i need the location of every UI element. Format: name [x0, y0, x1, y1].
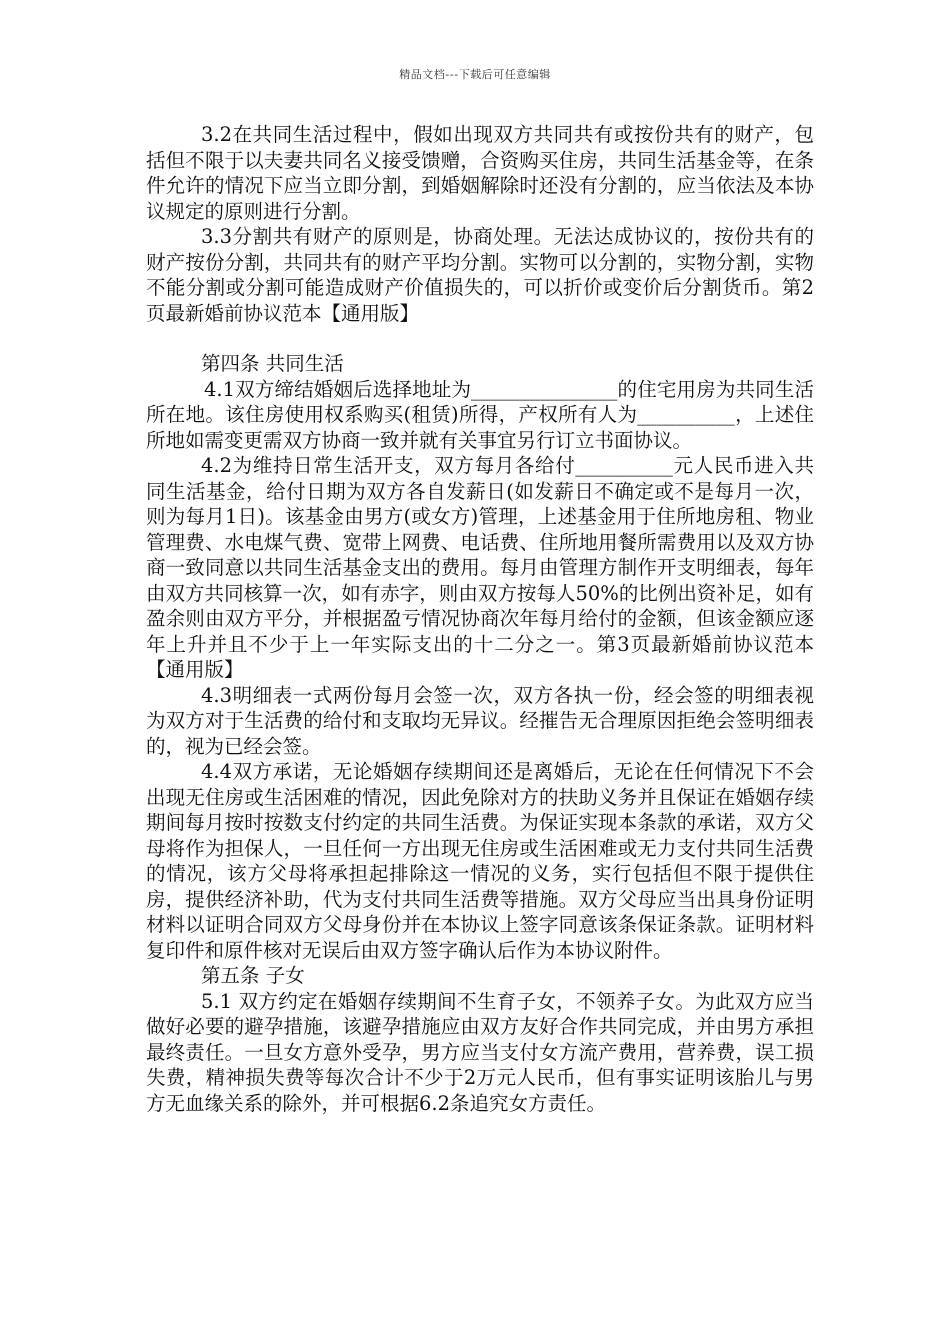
paragraph-5-1: 5.1 双方约定在婚姻存续期间不生育子女，不领养子女。为此双方应当做好必要的避孕措施，该避孕措施应由双方友好合作共同完成，并由男方承担最终责任。一旦女方意外受孕，男方应当支付女方流产费用，营养费，误工损失费，精神损失费等每次合计不少于2万元人民币，但有事实证明该胎儿与男方无血缘关系的除外，并可根据6.2条追究女方责任。	[146, 989, 814, 1115]
document-body	[146, 122, 814, 1116]
paragraph-4-1: 4.1双方缔结婚姻后选择地址为_______________的住宅用房为共同生活所在地。该住房使用权系购买(租赁)所得，产权所有人为__________，上述住所地如需变更需双方协商一致并就有关事宜另行订立书面协议。	[146, 377, 814, 452]
paragraph-3-2: 3.2在共同生活过程中，假如出现双方共同共有或按份共有的财产，包括但不限于以夫妻共同名义接受馈赠，合资购买住房，共同生活基金等，在条件允许的情况下应当立即分割，到婚姻解除时还没有分割的，应当依法及本协议规定的原则进行分割。	[146, 123, 814, 223]
paragraph-4-2: 4.2为维持日常生活开支，双方每月各给付__________元人民币进入共同生活基金，给付日期为双方各自发薪日(如发薪日不确定或不是每月一次，则为每月1日)。该基金由男方(或女方)管理，上述基金用于住所地房租、物业管理费、水电煤气费、宽带上网费、电话费、住所地用餐所需费用以及双方协商一致同意以共同生活基金支出的费用。每月由管理方制作开支明细表，每年由双方共同核算一次，如有赤字，则由双方按每人50%的比例出资补足，如有盈余则由双方平分，并根据盈亏情况协商次年每月给付的金额，但该金额应逐年上升并且不少于上一年实际支出的十二分之一。第3页最新婚前协议范本【通用版】	[146, 454, 814, 681]
paragraph-4-4: 4.4双方承诺，无论婚姻存续期间还是离婚后，无论在任何情况下不会出现无住房或生活困难的情况，因此免除对方的扶助义务并且保证在婚姻存续期间每月按时按数支付约定的共同生活费。为保证实现本条款的承诺，双方父母将作为担保人，一旦任何一方出现无住房或生活困难或无力支付共同生活费的情况，该方父母将承担起排除这一情况的义务，实行包括但不限于提供住房，提供经济补助，代为支付共同生活费等措施。双方父母应当出具身份证明材料以证明合同双方父母身份并在本协议上签字同意该条保证条款。证明材料复印件和原件核对无误后由双方签字确认后作为本协议附件。	[146, 760, 814, 962]
paragraph-4-3: 4.3明细表一式两份每月会签一次，双方各执一份，经会签的明细表视为双方对于生活费的给付和支取均无异议。经摧告无合理原因拒绝会签明细表的，视为已经会签。	[146, 683, 814, 758]
article-5-heading: 第五条 子女	[201, 964, 305, 987]
article-4-heading: 第四条 共同生活	[201, 352, 344, 375]
page-header: 精品文档---下载后可任意编辑	[399, 68, 551, 81]
paragraph-3-3: 3.3分割共有财产的原则是，协商处理。无法达成协议的，按份共有的财产按份分割，共同共有的财产平均分割。实物可以分割的，实物分割，实物不能分割或分割可能造成财产价值损失的，可以折价或变价后分割货币。第2页最新婚前协议范本【通用版】	[146, 225, 814, 325]
